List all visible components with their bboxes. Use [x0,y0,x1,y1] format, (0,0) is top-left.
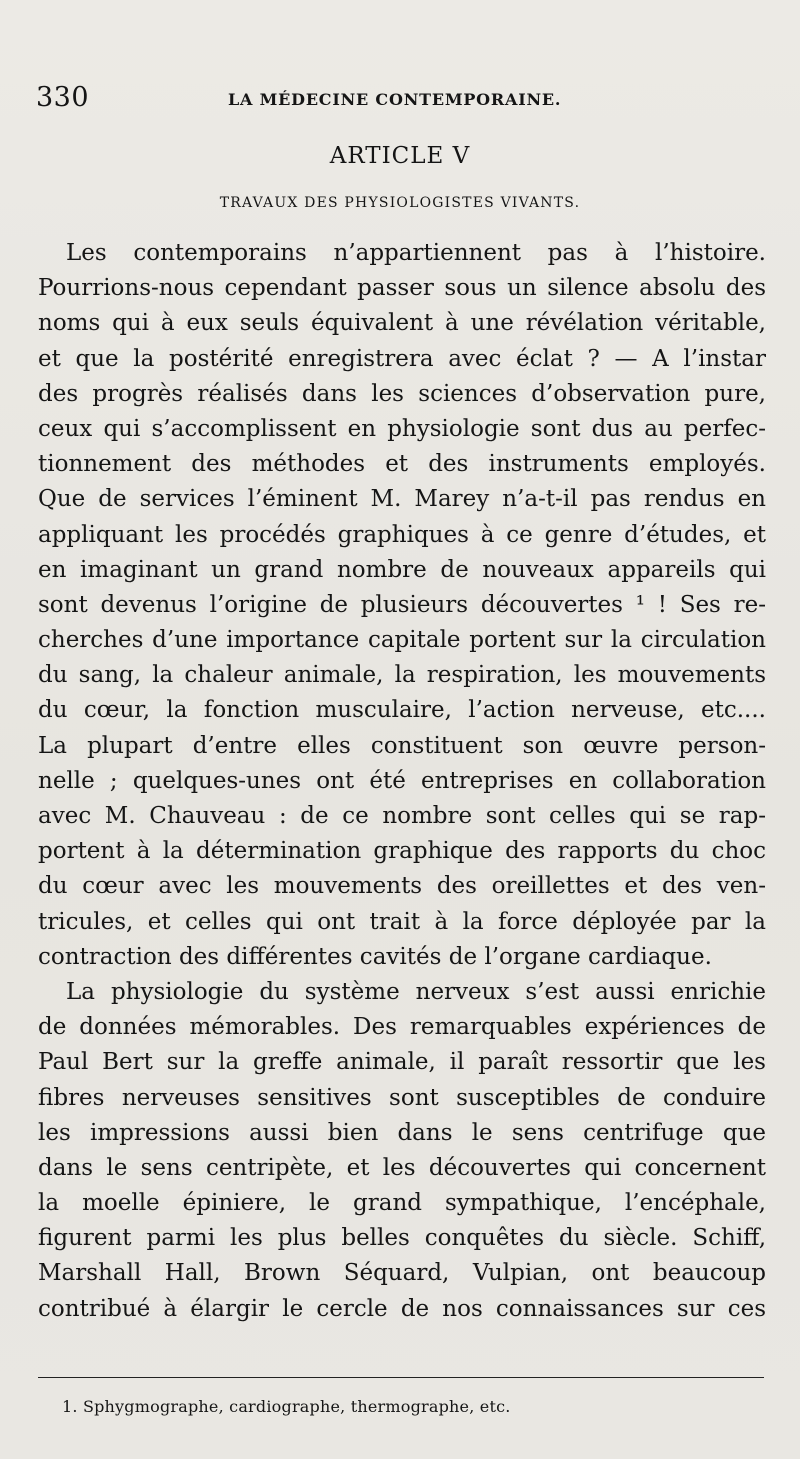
text-line: en imaginant un grand nombre de nouveaux appareils qui [38,556,766,583]
text-line: La physiologie du système nerveux s’est aussi enrichie [66,978,766,1005]
text-line: La plupart d’entre elles constituent son œuvre person- [38,732,766,759]
article-subtitle: TRAVAUX DES PHYSIOLOGISTES VIVANTS. [219,195,581,211]
text-line: tricules, et celles qui ont trait à la force déployée par la [38,908,766,935]
text-line: et que la postérité enregistrera avec éclat ? — A l’instar [38,345,766,372]
text-line: Que de services l’éminent M. Marey n’a-t-il pas rendus en [38,486,766,513]
text-line: appliquant les procédés graphiques à ce genre d’études, et [38,521,766,548]
page-number: 330 [36,82,90,113]
text-line: Pourrions-nous cependant passer sous un silence absolu des [38,275,766,302]
running-head: LA MÉDECINE CONTEMPORAINE. [228,90,562,109]
text-line: la moelle épiniere, le grand sympathique, l’encéphale, [38,1190,766,1217]
text-line: tionnement des méthodes et des instruments employés. [38,451,766,478]
text-line: dans le sens centripète, et les découvertes qui concernent [38,1154,766,1181]
text-line: des progrès réalisés dans les sciences d’observation pure, [38,380,766,407]
text-line: avec M. Chauveau : de ce nombre sont celles qui se rap- [38,803,766,829]
body-text [38,236,766,1327]
page-header [36,82,766,118]
text-line: les impressions aussi bien dans le sens centrifuge que [38,1119,766,1146]
footnote-rule [38,1377,764,1378]
text-line: ceux qui s’accomplissent en physiologie sont dus au perfec- [38,415,766,442]
text-line: Les contemporains n’appartiennent pas à l’histoire. [66,240,766,266]
text-line: nelle ; quelques-unes ont été entreprises en collaboration [38,767,766,794]
text-line: de données mémorables. Des remarquables expériences de [38,1014,766,1041]
text-line: contraction des différentes cavités de l’organe cardiaque. [38,943,712,970]
text-line: sont devenus l’origine de plusieurs découvertes ¹ ! Ses re- [38,591,766,618]
text-line: Paul Bert sur la greffe animale, il paraît ressortir que les [38,1049,766,1076]
text-line: du cœur avec les mouvements des oreillettes et des ven- [38,873,766,900]
text-line: contribué à élargir le cercle de nos connaissances sur ces [38,1295,766,1322]
text-line: noms qui à eux seuls équivalent à une révélation véritable, [38,310,766,337]
text-line: cherches d’une importance capitale portent sur la circulation [38,627,766,654]
text-line: portent à la détermination graphique des rapports du choc [38,838,766,865]
text-line: du sang, la chaleur animale, la respiration, les mouvements [38,662,766,689]
article-title: ARTICLE V [329,143,471,169]
text-line: figurent parmi les plus belles conquêtes du siècle. Schiff, [38,1225,766,1252]
text-line: du cœur, la fonction musculaire, l’action nerveuse, etc.... [38,697,766,724]
text-line: fibres nerveuses sensitives sont susceptibles de conduire [38,1084,766,1111]
text-line: Marshall Hall, Brown Séquard, Vulpian, ont beaucoup [38,1260,766,1287]
footnote: 1. Sphygmographe, cardiographe, thermographe, etc. [62,1397,511,1416]
